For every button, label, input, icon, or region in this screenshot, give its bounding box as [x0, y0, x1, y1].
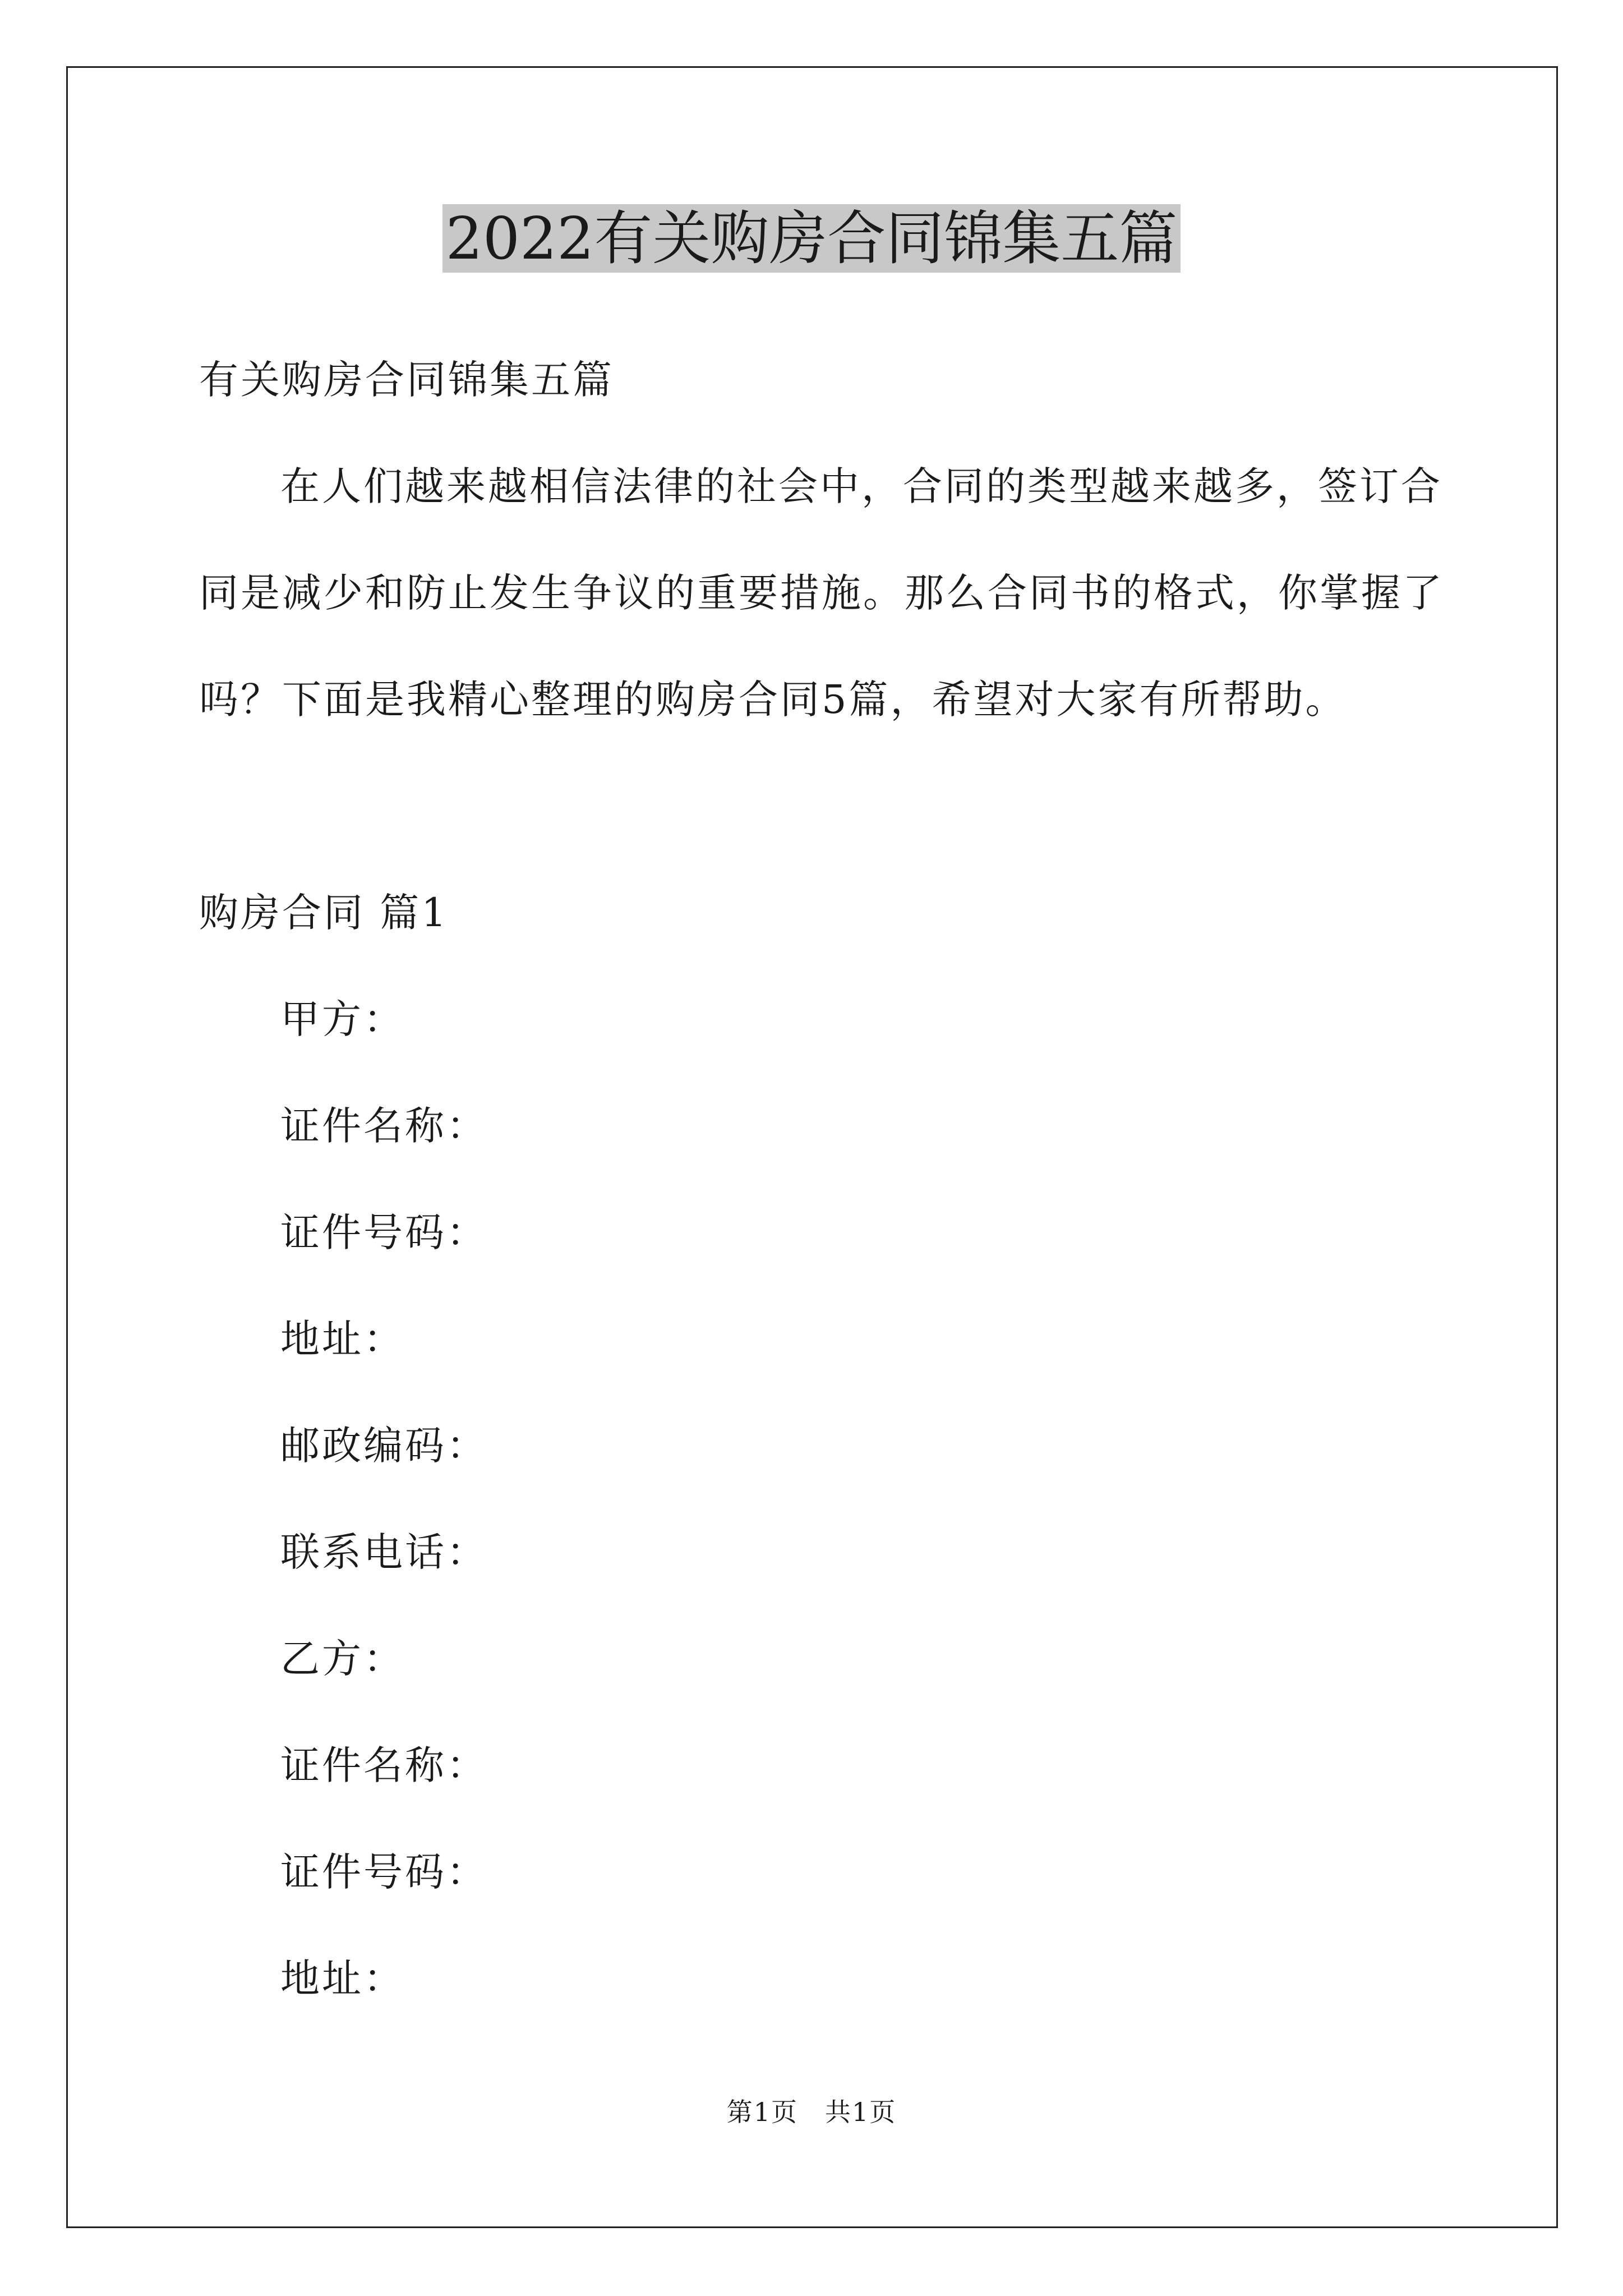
page-footer: 第1页 共1页 — [726, 2097, 897, 2127]
field-label: 地址： — [280, 1316, 405, 1362]
intro-line: 在人们越来越相信法律的社会中，合同的类型越来越多，签订合 — [280, 463, 1442, 509]
section-heading: 购房合同 篇1 — [199, 890, 449, 936]
intro-line: 吗？下面是我精心整理的购房合同5篇，希望对大家有所帮助。 — [199, 677, 1347, 723]
intro-line: 同是减少和防止发生争议的重要措施。那么合同书的格式，你掌握了 — [199, 570, 1444, 616]
field-label: 证件号码： — [280, 1849, 488, 1895]
field-label: 联系电话： — [280, 1529, 488, 1575]
field-label: 证件名称： — [280, 1742, 488, 1788]
field-label: 邮政编码： — [280, 1423, 488, 1469]
field-label: 甲方： — [280, 996, 405, 1042]
field-label: 证件号码： — [280, 1209, 488, 1255]
document-subtitle: 有关购房合同锦集五篇 — [199, 357, 614, 403]
document-title-text: 2022有关购房合同锦集五篇 — [442, 204, 1181, 273]
field-label: 地址： — [280, 1955, 405, 2001]
field-label: 证件名称： — [280, 1103, 488, 1149]
field-label: 乙方： — [280, 1636, 405, 1682]
document-title — [0, 199, 1623, 278]
intro-paragraph — [199, 458, 1444, 778]
